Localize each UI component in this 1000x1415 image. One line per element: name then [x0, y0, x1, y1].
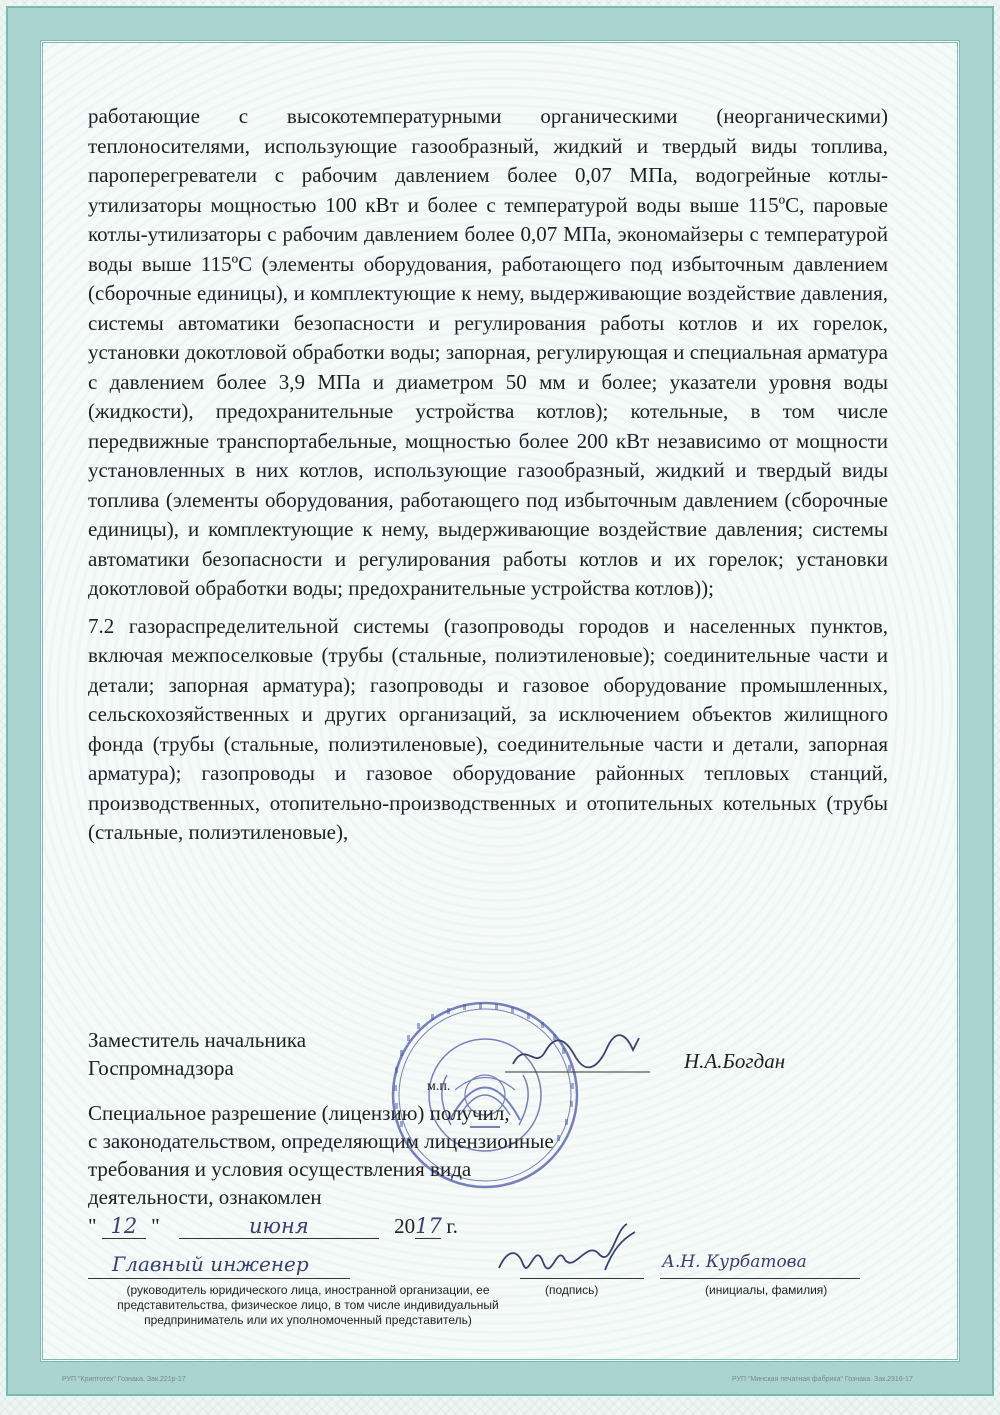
signatory-title-line: Госпромнадзора	[88, 1056, 234, 1080]
date-day: 12	[102, 1214, 146, 1239]
signatory-name: Н.А.Богдан	[684, 1049, 786, 1073]
position-caption	[98, 1283, 518, 1328]
date-month: июня	[179, 1214, 379, 1239]
handwritten-position: Главный инженер	[112, 1252, 309, 1276]
quote-close: "	[151, 1214, 160, 1238]
paragraph-boilers: работающие с высокотемпературными органическими (неорганическими) теплоносителями, использующие газообразный, жидкий и твердый виды топлива, пароперегреватели с рабочим давлением более 0,07 МПа, водогрейные котлы-утилизаторы мощностью 100 кВт и более с температурой воды выше 115ºС, паровые котлы-утилизаторы с рабочим давлением более 0,07 МПа, экономайзеры с температурой воды выше 115ºС (элементы оборудования, работающего под избыточным давлением (сборочные единицы), и комплектующие к нему, выдерживающие воздействие давления, системы автоматики безопасности и регулирования работы котлов и их горелок, установки докотловой обработки воды; запорная, регулирующая и специальная арматура с давлением более 3,9 МПа и диаметром 50 мм и более; указатели уровня воды (жидкости), предохранительные устройства котлов); котельные, в том числе передвижные транспортабельные, мощностью более 200 кВт независимо от мощности установленных в них котлов, использующие газообразный, жидкий и твердый виды топлива (элементы оборудования, работающего под избыточным давлением (сборочные единицы), и комплектующие к нему, выдерживающие воздействие давления; системы автоматики безопасности и регулирования работы котлов и их горелок; установки докотловой обработки воды; предохранительные устройства котлов));	[88, 104, 888, 600]
quote-open: "	[88, 1214, 97, 1238]
caption-line: предприниматель или их уполномоченный представитель)	[144, 1313, 472, 1327]
license-acknowledgement	[88, 1099, 668, 1211]
license-line: Специальное разрешение (лицензию) получил,	[88, 1101, 510, 1125]
license-body-text	[88, 102, 888, 848]
handwritten-initials: А.Н. Курбатова	[662, 1252, 807, 1272]
date-year-prefix: 20	[394, 1214, 416, 1238]
caption-line: представительства, физическое лицо, в том числе индивидуальный	[117, 1298, 499, 1312]
acknowledgement-date	[88, 1214, 458, 1239]
signatory-title-line: Заместитель начальника	[88, 1028, 307, 1052]
caption-line: (руководитель юридического лица, иностранной организации, ее	[126, 1283, 490, 1297]
stamp-place-label: м.п.	[427, 1079, 451, 1094]
director-signature-icon	[505, 1030, 655, 1078]
printer-mark-right: РУП "Минская печатная фабрика" Гознака. Зак.2316-17	[732, 1376, 913, 1383]
license-line: требования и условия осуществления вида	[88, 1157, 472, 1181]
date-year-suffix-g: г.	[446, 1214, 458, 1238]
signatory-title	[88, 1026, 306, 1082]
recipient-signature-icon	[495, 1220, 655, 1280]
signature-underline	[520, 1278, 644, 1279]
printer-mark-left: РУП "Криптотех" Гознака. Зак.221р-17	[62, 1376, 186, 1383]
date-year-suffix: 17	[415, 1214, 442, 1238]
license-line: с законодательством, определяющим лицензионные	[88, 1129, 554, 1153]
paragraph-gas-system: 7.2 газораспределительной системы (газопроводы городов и населенных пунктов, включая межпоселковые (трубы (стальные, полиэтиленовые); соединительные части и детали; запорная арматура); газопроводы и газовое оборудование промышленных, сельскохозяйственных и других организаций, за исключением объектов жилищного фонда (трубы (стальные, полиэтиленовые), соединительные части и детали, запорная арматура); газопроводы и газовое оборудование районных тепловых станций, производственных, отопительно-производственных и отопительных котельных (трубы (стальные, полиэтиленовые),	[88, 613, 888, 844]
initials-caption: (инициалы, фамилия)	[705, 1283, 828, 1297]
signature-caption: (подпись)	[545, 1283, 599, 1297]
position-underline	[88, 1278, 350, 1279]
license-line: деятельности, ознакомлен	[88, 1185, 322, 1209]
initials-underline	[660, 1278, 860, 1279]
